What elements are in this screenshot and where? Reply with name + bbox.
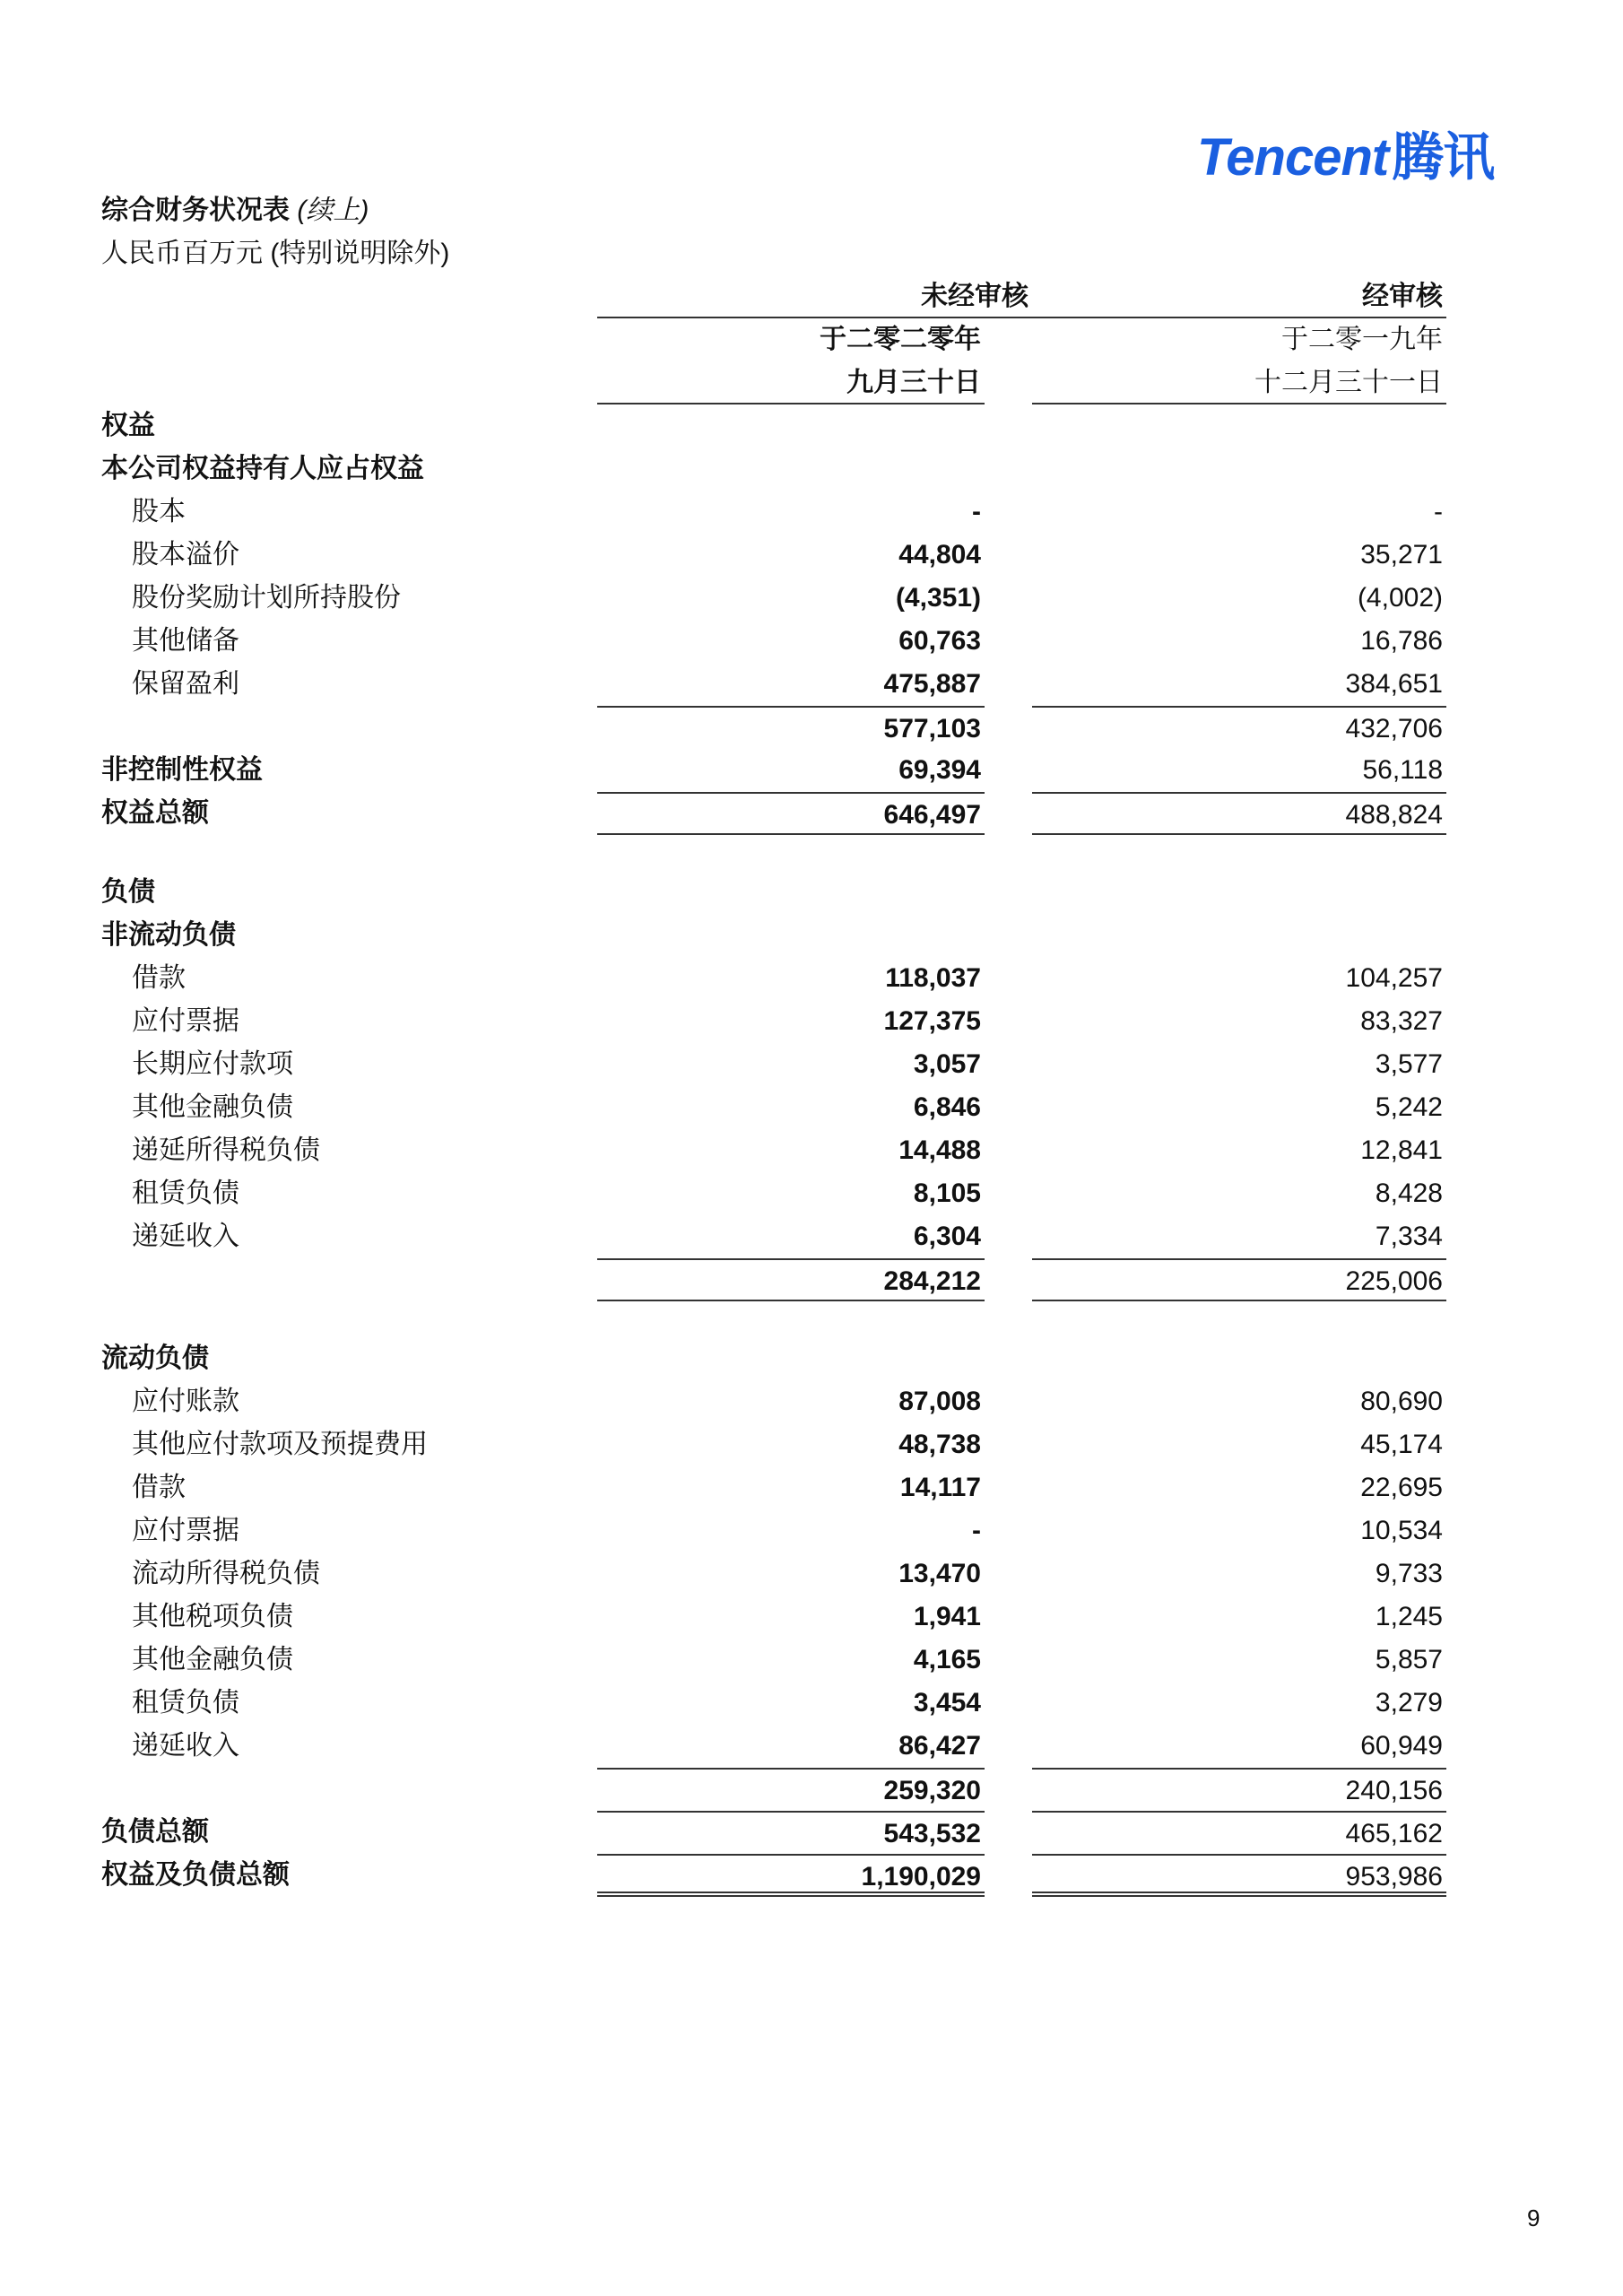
line-item-row [101, 1423, 1446, 1466]
col2-date-line2: 十二月三十一日 [1032, 361, 1446, 404]
line-item-row [101, 1000, 1446, 1043]
line-item-row [101, 1552, 1446, 1596]
value-2020-sep-30: - [972, 497, 981, 526]
row-label: 租赁负债 [132, 1178, 239, 1208]
value-2020-sep-30: 44,804 [898, 540, 981, 570]
value-2020-sep-30: 14,117 [899, 1473, 981, 1502]
value-2019-dec-31: 9,733 [1375, 1559, 1443, 1588]
value-2019-dec-31: 80,690 [1360, 1387, 1443, 1416]
line-item-row [101, 1086, 1446, 1129]
value-2020-sep-30: 87,008 [898, 1387, 981, 1416]
row-label: 应付账款 [132, 1387, 239, 1416]
row-label: 长期应付款项 [132, 1049, 293, 1079]
row-label: 其他税项负债 [132, 1602, 293, 1631]
value-2019-dec-31: 56,118 [1362, 755, 1443, 785]
row-label: 流动负债 [101, 1344, 209, 1373]
value-2019-dec-31: 465,162 [1032, 1811, 1446, 1854]
line-item-row [101, 1725, 1446, 1768]
value-2020-sep-30: 3,057 [913, 1049, 981, 1079]
value-2020-sep-30: 86,427 [898, 1731, 981, 1761]
line-item-row [101, 1509, 1446, 1552]
value-2020-sep-30: 118,037 [885, 963, 981, 993]
value-2019-dec-31: 3,577 [1375, 1049, 1443, 1079]
line-item-row [101, 1682, 1446, 1725]
row-label: 股本溢价 [132, 540, 239, 570]
value-2020-sep-30: 4,165 [913, 1645, 981, 1674]
section-row [101, 914, 1446, 957]
line-item-row [101, 491, 1446, 534]
row-label: 其他应付款项及预提费用 [132, 1430, 428, 1459]
tencent-logo [1197, 115, 1494, 190]
line-item-row [101, 1129, 1446, 1172]
value-2019-dec-31: 225,006 [1032, 1258, 1446, 1301]
value-2019-dec-31: 60,949 [1360, 1731, 1443, 1761]
value-2019-dec-31: 3,279 [1375, 1688, 1443, 1718]
row-label: 权益及负债总额 [101, 1860, 290, 1890]
col2-audit-status: 经审核 [1032, 275, 1446, 318]
line-item-row [101, 1466, 1446, 1509]
row-label: 权益 [101, 411, 155, 440]
line-item-row [101, 1043, 1446, 1086]
row-label: 递延收入 [132, 1222, 239, 1251]
value-2019-dec-31: - [1434, 497, 1443, 526]
line-item-row [101, 1596, 1446, 1639]
total-row [101, 1768, 1446, 1811]
page-number: 9 [1527, 2205, 1541, 2231]
section-row [101, 1811, 1446, 1854]
row-label: 股份奖励计划所持股份 [132, 583, 401, 613]
value-2019-dec-31: 5,242 [1375, 1092, 1443, 1122]
value-2020-sep-30: 69,394 [898, 755, 981, 785]
line-item-row [101, 957, 1446, 1000]
row-label: 非控制性权益 [101, 755, 263, 785]
value-2020-sep-30: 475,887 [883, 669, 981, 699]
audit-status-header [101, 275, 1446, 318]
logo-latin: Tencent [1197, 128, 1389, 187]
row-label: 负债 [101, 877, 155, 907]
value-2020-sep-30: 8,105 [913, 1178, 981, 1208]
value-2019-dec-31: 104,257 [1345, 963, 1443, 993]
row-label: 其他金融负债 [132, 1645, 293, 1674]
value-2019-dec-31: 384,651 [1345, 669, 1443, 699]
date-header-line1 [101, 318, 1446, 361]
value-2019-dec-31: 5,857 [1375, 1645, 1443, 1674]
value-2020-sep-30: 14,488 [898, 1135, 981, 1165]
value-2020-sep-30: 48,738 [898, 1430, 981, 1459]
line-item-row [101, 1215, 1446, 1258]
col2-date-line1: 于二零一九年 [1281, 325, 1443, 354]
section-row [101, 1337, 1446, 1380]
row-label: 借款 [132, 1473, 186, 1502]
section-row [101, 404, 1446, 448]
value-2019-dec-31: 488,824 [1032, 792, 1446, 835]
value-2019-dec-31: 1,245 [1375, 1602, 1443, 1631]
value-2020-sep-30: 60,763 [898, 626, 981, 656]
row-label: 递延所得税负债 [132, 1135, 320, 1165]
value-2019-dec-31: 432,706 [1032, 706, 1446, 749]
row-label: 权益总额 [101, 798, 209, 828]
subtitle-text: 人民币百万元 (特别说明除外) [101, 239, 450, 268]
value-2020-sep-30: 543,532 [597, 1811, 985, 1854]
value-2020-sep-30: 13,470 [898, 1559, 981, 1588]
section-row [101, 448, 1446, 491]
row-label: 保留盈利 [132, 669, 239, 699]
date-header-line2 [101, 361, 1446, 404]
row-label: 本公司权益持有人应占权益 [101, 454, 424, 483]
total-row [101, 1854, 1446, 1897]
row-label: 借款 [132, 963, 186, 993]
value-2019-dec-31: 83,327 [1360, 1006, 1443, 1036]
value-2019-dec-31: 45,174 [1360, 1430, 1443, 1459]
value-2019-dec-31: 22,695 [1360, 1473, 1443, 1502]
col1-date-line2: 九月三十日 [597, 361, 985, 404]
row-label: 其他金融负债 [132, 1092, 293, 1122]
value-2020-sep-30: 6,846 [913, 1092, 981, 1122]
logo-chinese: 腾讯 [1392, 128, 1495, 187]
row-label: 应付票据 [132, 1006, 239, 1036]
row-label: 负债总额 [101, 1817, 209, 1847]
value-2019-dec-31: 8,428 [1375, 1178, 1443, 1208]
statement-subtitle [101, 232, 1446, 275]
row-label: 其他储备 [132, 626, 239, 656]
value-2020-sep-30: 284,212 [597, 1258, 985, 1301]
col1-audit-status: 未经审核 [597, 275, 1032, 318]
value-2019-dec-31: 35,271 [1360, 540, 1443, 570]
value-2019-dec-31: 12,841 [1360, 1135, 1443, 1165]
value-2019-dec-31: 10,534 [1360, 1516, 1443, 1545]
value-2020-sep-30: 3,454 [913, 1688, 981, 1718]
value-2019-dec-31: (4,002) [1357, 583, 1443, 613]
row-label: 应付票据 [132, 1516, 239, 1545]
line-item-row [101, 534, 1446, 577]
line-item-row [101, 1172, 1446, 1215]
statement-title [101, 189, 1446, 232]
section-row [101, 871, 1446, 914]
line-item-row [101, 663, 1446, 706]
line-item-row [101, 1639, 1446, 1682]
total-row [101, 706, 1446, 749]
section-row [101, 749, 1446, 792]
row-label: 递延收入 [132, 1731, 239, 1761]
value-2019-dec-31: 7,334 [1375, 1222, 1443, 1251]
value-2020-sep-30: 127,375 [883, 1006, 981, 1036]
total-row [101, 792, 1446, 835]
value-2020-sep-30: 1,190,029 [597, 1854, 985, 1897]
col1-date-line1: 于二零二零年 [820, 325, 981, 354]
value-2020-sep-30: 6,304 [913, 1222, 981, 1251]
value-2020-sep-30: - [972, 1516, 981, 1545]
line-item-row [101, 620, 1446, 663]
line-item-row [101, 577, 1446, 620]
value-2020-sep-30: 646,497 [597, 792, 985, 835]
value-2019-dec-31: 953,986 [1032, 1854, 1446, 1897]
value-2020-sep-30: 577,103 [597, 706, 985, 749]
row-label: 非流动负债 [101, 920, 236, 950]
title-suffix: (续上) [297, 196, 369, 225]
value-2019-dec-31: 240,156 [1032, 1768, 1446, 1811]
financial-statement-table [101, 189, 1446, 1897]
value-2019-dec-31: 16,786 [1360, 626, 1443, 656]
value-2020-sep-30: 1,941 [913, 1602, 981, 1631]
title-main: 综合财务状况表 [101, 196, 290, 225]
row-label: 股本 [132, 497, 186, 526]
row-label: 流动所得税负债 [132, 1559, 320, 1588]
line-item-row [101, 1380, 1446, 1423]
total-row [101, 1258, 1446, 1301]
value-2020-sep-30: (4,351) [895, 583, 981, 613]
row-label: 租赁负债 [132, 1688, 239, 1718]
value-2020-sep-30: 259,320 [597, 1768, 985, 1811]
